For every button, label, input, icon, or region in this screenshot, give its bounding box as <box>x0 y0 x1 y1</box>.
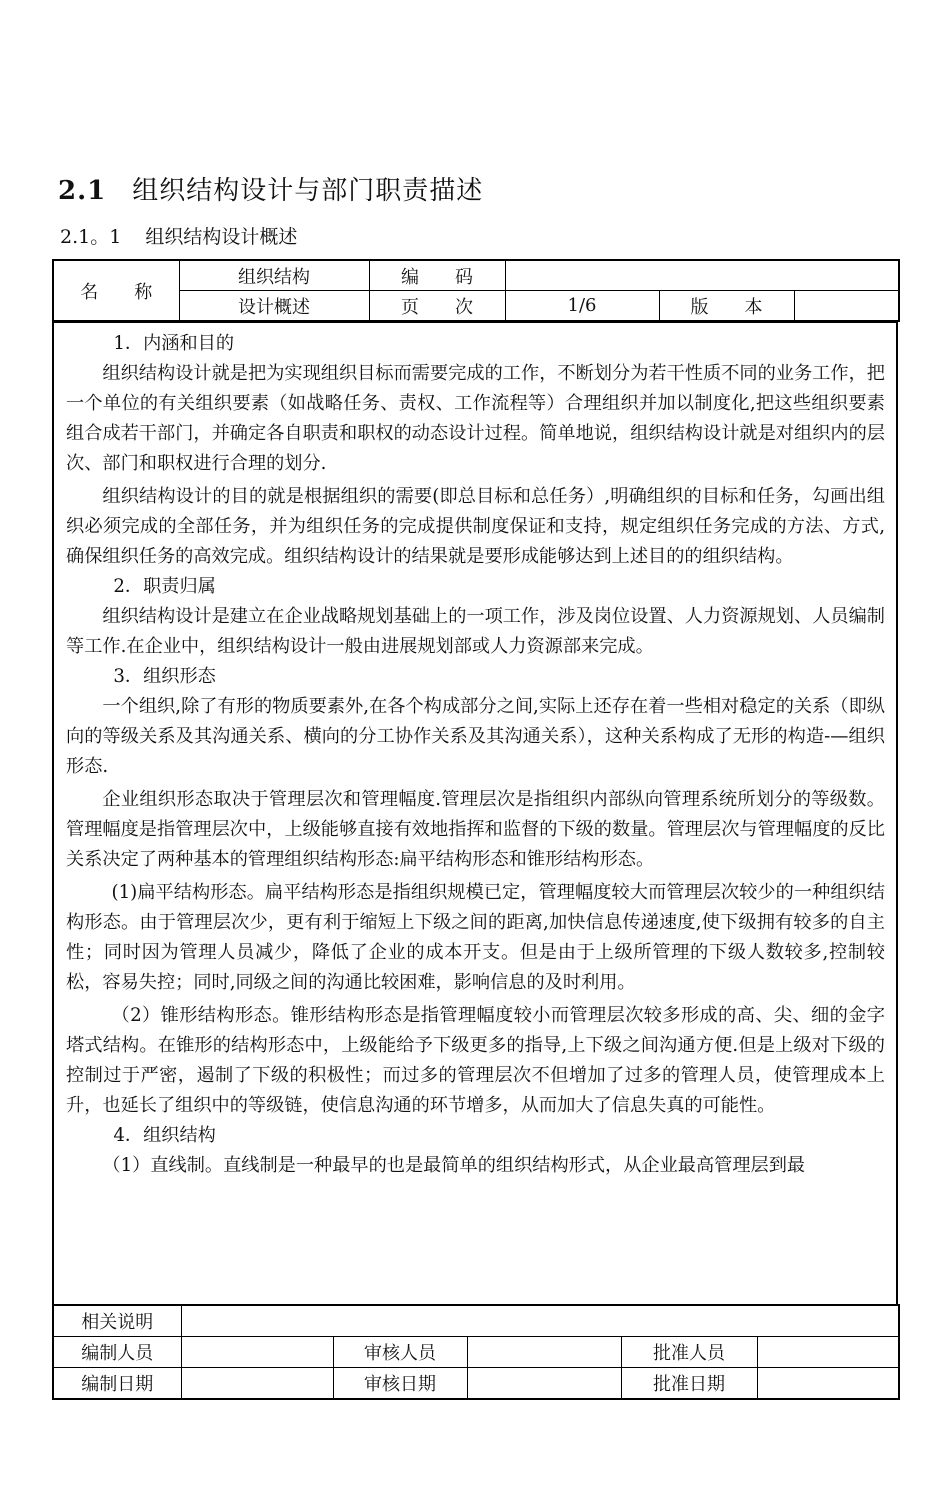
author-date-value <box>181 1368 333 1400</box>
approve-date-value <box>757 1368 899 1400</box>
subsection-heading <box>60 222 297 249</box>
section-1-paragraph-1: 组织结构设计就是把为实现组织目标而需要完成的工作，不断划分为若干性质不同的业务工作，把一个单位的有关组织要素（如战略任务、责权、工作流程等）合理组织并加以制度化,把这些组织要素组合成若干部门，并确定各自职责和职权的动态设计过程。简单地说，组织结构设计就是对组织内的层次、部门和职权进行合理的划分. <box>66 363 885 474</box>
author-date-label: 编制日期 <box>53 1368 181 1400</box>
section-3-paragraph-3: (1)扁平结构形态。扁平结构形态是指组织规模已定，管理幅度较大而管理层次较少的一种组织结构形态。由于管理层次少，更有利于缩短上下级之间的距离,加快信息传递速度,使下级拥有较多的自主性；同时因为管理人员减少，降低了企业的成本开支。但是由于上级所管理的下级人数较多,控制较松，容易失控；同时,同级之间的沟通比较困难，影响信息的及时利用。 <box>66 882 885 993</box>
version-label: 版 本 <box>659 291 794 322</box>
section-3-paragraph-1: 一个组织,除了有形的物质要素外,在各个构成部分之间,实际上还存在着一些相对稳定的关系（即纵向的等级关系及其沟通关系、横向的分工协作关系及其沟通关系），这种关系构成了无形的构造-—组织形态. <box>66 696 885 777</box>
section-2-title: 2．职责归属 <box>113 576 216 597</box>
section-3-paragraph-4: （2）锥形结构形态。锥形结构形态是指管理幅度较小而管理层次较多形成的高、尖、细的金字塔式结构。在锥形的结构形态中，上级能给予下级更多的指导,上下级之间沟通方便.但是上级对下级的控制过于严密，遏制了下级的积极性；而过多的管理层次不但增加了过多的管理人员，使管理成本上升，也延长了组织中的等级链，使信息沟通的环节增多，从而加大了信息失真的可能性。 <box>66 1005 885 1116</box>
author-label: 编制人员 <box>53 1337 181 1368</box>
name-value-line2: 设计概述 <box>179 291 369 322</box>
section-4-paragraph-1: （1）直线制。直线制是一种最早的也是最简单的组织结构形式，从企业最高管理层到最 <box>102 1155 806 1176</box>
approver-label: 批准人员 <box>621 1337 757 1368</box>
notes-value <box>181 1305 899 1337</box>
approver-value <box>757 1337 899 1368</box>
section-title: 组织结构设计与部门职责描述 <box>132 176 484 206</box>
code-label: 编 码 <box>369 260 505 291</box>
section-4-title: 4．组织结构 <box>113 1125 216 1146</box>
subsection-number: 2.1。1 <box>60 226 122 248</box>
approve-date-label: 批准日期 <box>621 1368 757 1400</box>
section-heading <box>58 170 483 207</box>
name-label: 名 称 <box>53 260 179 321</box>
approval-footer-table <box>52 1304 900 1400</box>
section-number: 2.1 <box>58 176 107 206</box>
notes-label: 相关说明 <box>53 1305 181 1337</box>
review-date-value <box>467 1368 621 1400</box>
section-3-paragraph-2: 企业组织形态取决于管理层次和管理幅度.管理层次是指组织内部纵向管理系统所划分的等级数。管理幅度是指管理层次中，上级能够直接有效地指挥和监督的下级的数量。管理层次与管理幅度的反比关系决定了两种基本的管理组织结构形态:扁平结构形态和锥形结构形态。 <box>66 789 885 870</box>
section-1-paragraph-2: 组织结构设计的目的就是根据组织的需要(即总目标和总任务）,明确组织的目标和任务，勾画出组织必须完成的全部任务，并为组织任务的完成提供制度保证和支持，规定组织任务完成的方法、方式,确保组织任务的高效完成。组织结构设计的结果就是要形成能够达到上述目的的组织结构。 <box>66 486 885 567</box>
reviewer-label: 审核人员 <box>333 1337 467 1368</box>
version-value <box>794 291 899 322</box>
name-value-line1: 组织结构 <box>179 260 369 291</box>
section-3-title: 3．组织形态 <box>113 666 216 687</box>
section-1-title: 1．内涵和目的 <box>113 333 235 354</box>
reviewer-value <box>467 1337 621 1368</box>
section-2-paragraph-1: 组织结构设计是建立在企业战略规划基础上的一项工作，涉及岗位设置、人力资源规划、人员编制等工作.在企业中，组织结构设计一般由进展规划部或人力资源部来完成。 <box>66 606 885 657</box>
author-value <box>181 1337 333 1368</box>
code-value <box>505 260 899 291</box>
document-body <box>52 322 898 1305</box>
document-header-table <box>52 259 900 322</box>
subsection-title: 组织结构设计概述 <box>145 226 298 248</box>
page-label: 页 次 <box>369 291 505 322</box>
review-date-label: 审核日期 <box>333 1368 467 1400</box>
page-value: 1/6 <box>505 291 659 322</box>
